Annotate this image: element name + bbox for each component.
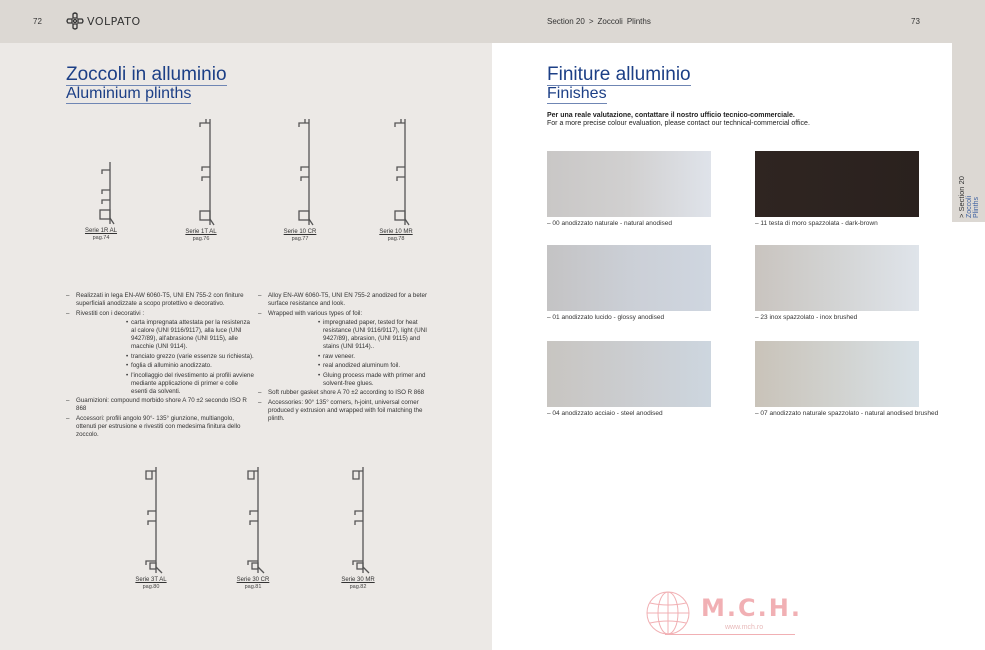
profile-label: Serie 1R AL [84,228,118,234]
finish-swatch-04[interactable] [547,341,711,407]
spec-it-bullet: • carta impregnata attestata per la resistenza al calore (UNI 9116/9117), alla luce (UNI 9427/89), all'abrasione (UNI 9115), alle macchie (UNI 9114). [126,319,256,351]
spec-it-alloy: – Realizzati in lega EN-AW 6060-T5, UNI EN 755-2 con finiture superficiali anodizzate a scopo protettivo e decorativo. [66,292,256,308]
spec-it-wrapped: – Rivestiti con i decorativi : [66,310,256,318]
finishes-intro-it: Per una reale valutazione, contattare il nostro ufficio tecnico-commerciale. [547,112,795,119]
spec-en-accessories: – Accessories: 90° 135° corners, h-joint, universal corner produced y extrusion and wrapped with foil matching the plinth. [258,399,433,423]
spec-it-bullet: • tranciato grezzo (varie essenze su richiesta). [126,353,256,361]
finish-swatch-11[interactable] [755,151,919,217]
profile-serie-30-mr[interactable] [337,465,379,591]
right-page-title: Finiture alluminio [547,64,691,85]
spec-en-alloy: – Alloy EN-AW 6060-T5, UNI EN 755-2 anodized for a beter surface resistance and look. [258,292,433,308]
right-page-subtitle: Finishes [547,85,607,102]
finishes-intro-en: For a more precise colour evaluation, please contact our technical-commercial office. [547,120,810,127]
profile-serie-3t-al[interactable] [130,465,172,591]
profile-label: Serie 30 CR [236,577,270,583]
profile-label: Serie 3T AL [135,577,167,583]
spec-it-accessories: – Accessori: profili angolo 90°- 135° giunzione, multiangolo, ottenuti per estrusione e rivestiti con medesima finitura dello zoccolo. [66,415,256,439]
profile-page: pag.76 [192,236,210,242]
watermark-text: M.C.H. [701,594,802,622]
breadcrumb-section[interactable]: Section 20 [547,17,585,26]
breadcrumb-category-en[interactable]: Plinths [626,17,651,26]
spec-it-bullet: • l'incollaggio del rivestimento ai profili avviene mediante applicazione di primer e colle esenti da solventi. [126,372,256,396]
finish-label-07: – 07 anodizzato naturale spazzolato - natural anodised brushed [755,410,939,417]
breadcrumb-category-it[interactable]: Zoccoli [597,17,623,26]
profile-page: pag.82 [349,584,367,590]
spec-en-gasket: – Soft rubber gasket shore A 70 ±2 according to ISO R 868 [258,389,433,397]
spec-en-bullet: • raw veneer. [318,353,433,361]
profile-label: Serie 30 MR [341,577,375,583]
watermark-underline [665,634,795,635]
side-tab-category-en: Plinths [973,196,980,218]
brand-logo [66,12,141,30]
finish-label-11: – 11 testa di moro spazzolata - dark-brown [755,220,878,227]
plinth-profile-icon [381,117,411,229]
section-side-tab[interactable] [954,160,982,220]
volpato-logo-icon [66,12,84,30]
finish-swatch-07[interactable] [755,341,919,407]
profile-page: pag.81 [244,584,262,590]
spec-en-bullet: • impregnated paper, tested for heat resistance (UNI 9116/9117), light (UNI 9427/89), abrasion, (UNI 9115) and stains (UNI 9114).. [318,319,433,351]
breadcrumb-separator: > [588,17,594,26]
spec-en-bullet: • real anodized aluminum foil. [318,362,433,370]
side-tab-category-it: Zoccoli [966,195,973,218]
profile-serie-30-cr[interactable] [232,465,274,591]
profile-page: pag.74 [92,235,110,241]
spec-it-bullets [66,319,256,396]
spec-english [258,292,433,424]
finish-label-23: – 23 inox spazzolato - inox brushed [755,314,858,321]
profile-label: Serie 1T AL [185,229,217,235]
left-page-subtitle: Aluminium plinths [66,85,192,102]
finish-swatch-00[interactable] [547,151,711,217]
profile-serie-10-mr[interactable] [375,117,417,243]
profile-page: pag.80 [142,584,160,590]
finish-swatch-01[interactable] [547,245,711,311]
plinth-profile-icon [285,117,315,229]
spec-en-bullets [258,319,433,388]
profile-serie-1r-al[interactable] [80,160,122,242]
watermark-url: www.mch.ro [725,624,764,631]
globe-icon [643,590,693,636]
brand-name: VOLPATO [87,14,141,28]
plinth-profile-icon [186,117,216,229]
finish-label-00: – 00 anodizzato naturale - natural anodised [547,220,673,227]
mch-watermark [643,590,803,638]
left-page-title: Zoccoli in alluminio [66,64,227,85]
plinth-profile-icon [86,160,116,228]
side-tab-section: > Section 20 [957,176,966,218]
spec-it-gasket: – Guarnizioni: compound morbido shore A 70 ±2 secondo ISO R 868 [66,397,256,413]
finish-label-04: – 04 anodizzato acciaio - steel anodised [547,410,663,417]
plinth-profile-icon [238,465,268,577]
profile-label: Serie 10 MR [379,229,413,235]
profile-serie-1t-al[interactable] [180,117,222,243]
profile-label: Serie 10 CR [283,229,317,235]
finish-swatch-23[interactable] [755,245,919,311]
spec-it-bullet: • foglia di alluminio anodizzato. [126,362,256,370]
right-page-number: 73 [911,17,920,26]
profile-page: pag.78 [387,236,405,242]
profile-page: pag.77 [291,236,309,242]
spec-italian [66,292,256,440]
left-page-number: 72 [33,17,42,26]
spec-en-wrapped: – Wrapped with various types of foil: [258,310,433,318]
plinth-profile-icon [343,465,373,577]
finishes-intro [547,112,810,128]
profile-serie-10-cr[interactable] [279,117,321,243]
plinth-profile-icon [136,465,166,577]
finish-label-01: – 01 anodizzato lucido - glossy anodised [547,314,665,321]
spec-en-bullet: • Gluing process made with primer and solvent-free glues. [318,372,433,388]
breadcrumb [547,17,651,26]
